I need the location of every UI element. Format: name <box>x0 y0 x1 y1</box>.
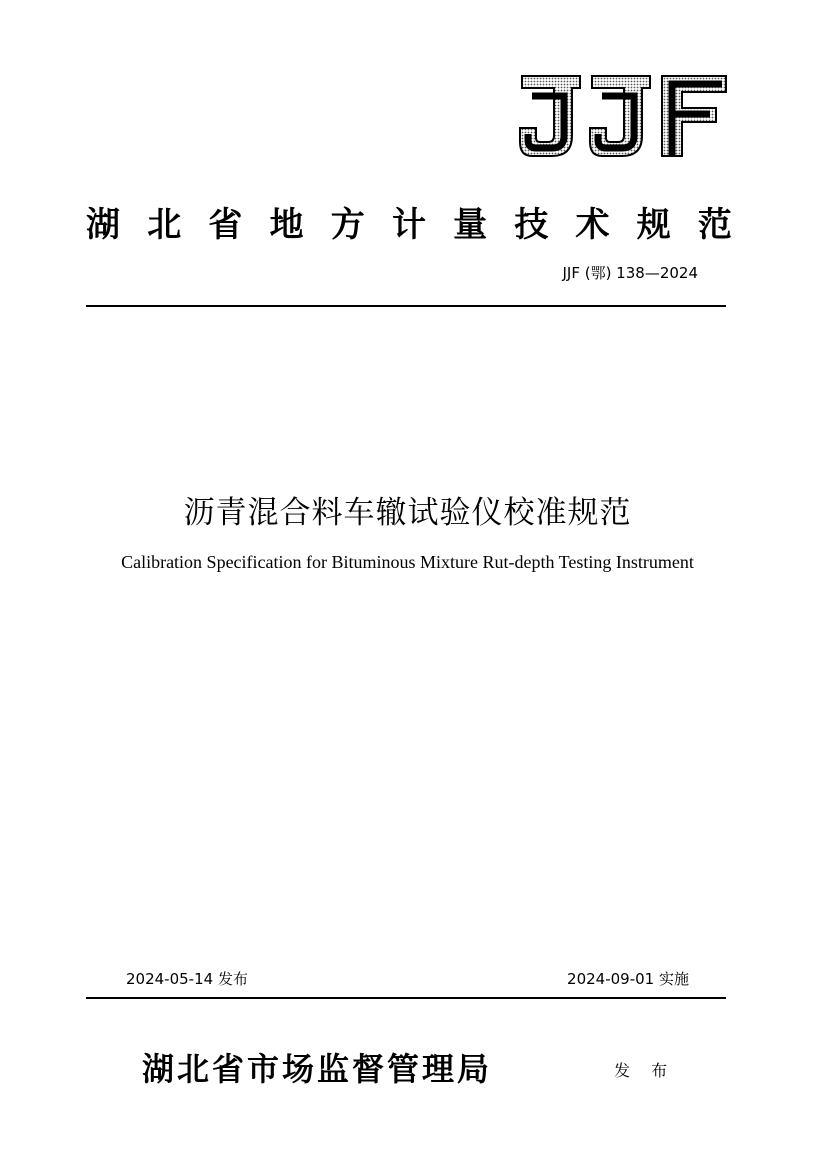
logo-letter-j2 <box>590 76 650 156</box>
document-title-cn: 沥青混合料车辙试验仪校准规范 <box>183 495 632 531</box>
series-title-char: 省 <box>208 204 243 245</box>
series-title-char: 计 <box>391 204 426 245</box>
document-title-en: Calibration Specification for Bituminous Mixture Rut-depth Testing Instrument <box>121 552 694 572</box>
series-title-char: 范 <box>697 204 732 245</box>
series-title-char: 北 <box>147 204 182 245</box>
series-title-char: 地 <box>269 204 304 245</box>
issue-date: 2024-05-14 发布 <box>126 970 248 988</box>
logo-letter-j1 <box>520 76 580 156</box>
series-title-char: 术 <box>575 204 610 245</box>
series-title-char: 规 <box>636 204 671 245</box>
top-divider <box>86 305 726 307</box>
logo-letter-f <box>662 76 726 156</box>
bottom-divider <box>86 997 726 999</box>
standard-number: JJF (鄂) 138—2024 <box>562 264 698 282</box>
series-title-char: 方 <box>330 204 365 245</box>
issuer-name: 湖北省市场监督管理局 <box>142 1050 493 1088</box>
series-title-char: 技 <box>514 204 549 245</box>
series-title <box>86 196 732 246</box>
implement-date: 2024-09-01 实施 <box>567 970 689 988</box>
series-title-char: 湖 <box>86 204 120 245</box>
jjf-logo <box>518 74 728 158</box>
issuer-suffix: 发 布 <box>614 1061 676 1080</box>
series-title-char: 量 <box>453 204 488 245</box>
